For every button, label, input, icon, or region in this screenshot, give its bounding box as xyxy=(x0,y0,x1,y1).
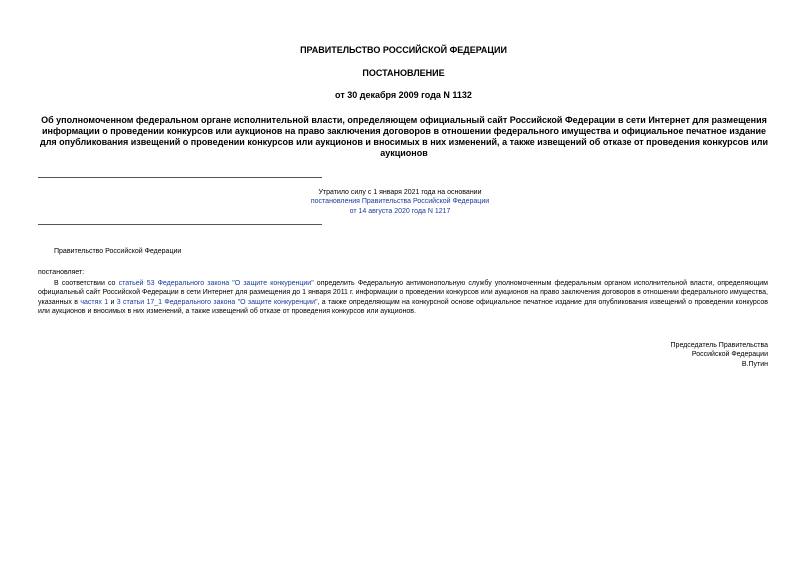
government-heading: ПРАВИТЕЛЬСТВО РОССИЙСКОЙ ФЕДЕРАЦИИ xyxy=(300,45,507,55)
bottom-rule xyxy=(38,224,322,225)
parts-link[interactable]: частях 1 xyxy=(80,298,109,306)
decrees-label: постановляет: xyxy=(38,269,85,276)
signature-position-country: Российской Федерации xyxy=(691,351,768,359)
signature-position: Председатель Правительства xyxy=(670,342,768,349)
body-text-4: , а также определяющим на конкурсной основе официальное печатное издание для опубликования извещений о проведении конкурсов или аукционов и вносимых в них изменений, а также извещений об отказе от проведения конкурсов или аукционов. xyxy=(38,298,769,316)
article-53-link[interactable]: статьей 53 Федерального закона "О защите конкуренции" xyxy=(118,280,314,287)
repeal-decree-date-link[interactable]: от 14 августа 2020 года N 1217 xyxy=(349,207,451,215)
body-paragraph xyxy=(38,279,768,317)
issuer: Правительство Российской Федерации xyxy=(54,248,182,255)
article-17-1-link[interactable]: 3 статьи 17_1 Федерального закона "О защите конкуренции" xyxy=(116,298,318,306)
body-text-3: и xyxy=(108,298,117,306)
status-note xyxy=(250,188,550,216)
signature-name: В.Путин xyxy=(741,360,768,368)
document-title: Об уполномоченном федеральном органе исполнительной власти, определяющем официальный сайт Российской Федерации в сети Интернет для размещения информации о проведении конкурсов или аукционов на право заключения договоров в отношении федерального имущества и официальное печатное издание для опубликования извещений о проведении конкурсов или аукционов и вносимых в них изменений, а также извещений об отказе от проведения конкурсов или аукционов xyxy=(40,115,768,158)
signature-block xyxy=(671,341,768,369)
body-text-2: определить Федеральную антимонопольную службу уполномоченным федеральным органом исполнительной власти, определяющим официальный сайт Российской Федерации в сети Интернет для размещения до 1 января 2011 г. информации о проведении конкурсов или аукционов на право заключения договоров в отношении федерального имущества, указанных в xyxy=(38,280,768,306)
document-date-number: от 30 декабря 2009 года N 1132 xyxy=(335,90,472,100)
status-note-text: Утратило силу с 1 января 2021 года на основании xyxy=(318,189,482,196)
document-type: ПОСТАНОВЛЕНИЕ xyxy=(362,68,445,78)
top-rule xyxy=(38,177,322,178)
repeal-decree-link[interactable]: постановления Правительства Российской Федерации xyxy=(310,198,490,206)
body-text-1: В соответствии со xyxy=(54,280,119,287)
